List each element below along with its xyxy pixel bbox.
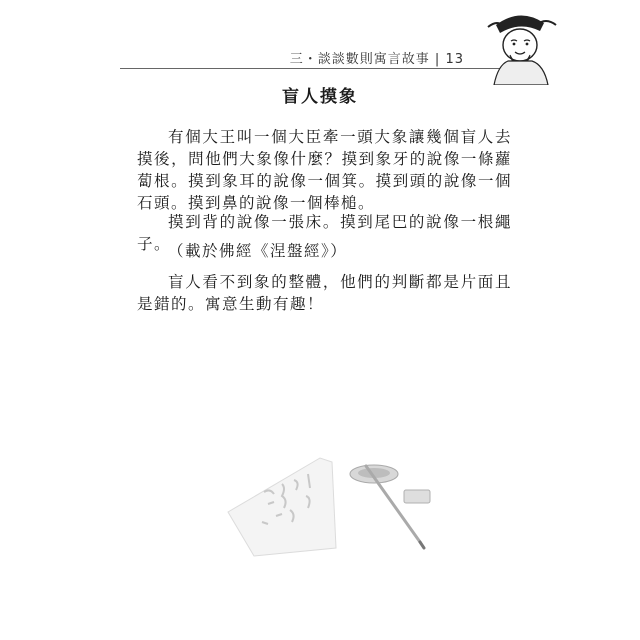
paragraph-3-source: （載於佛經《涅盤經》） [168,242,348,260]
scholar-portrait-icon [474,5,566,85]
page-number: 13 [445,52,464,67]
paragraph-2: 摸到背的說像一張床。摸到尾巴的說像一根繩子。 [137,213,512,253]
running-title: 三・談談數則寓言故事 | 13 [289,52,464,67]
paragraph-1: 有個大王叫一個大臣牽一頭大象讓幾個盲人去摸後，問他們大象像什麼？摸到象牙的說像一條蘿蔔根。摸到象耳的說像一個箕。摸到頭的說像一個石頭。摸到鼻的說像一個棒槌。 [137,128,512,212]
article-title: 盲人摸象 [282,87,358,107]
paragraph-4: 盲人看不到象的整體，他們的判斷都是片面且是錯的。寓意生動有趣！ [137,273,512,313]
calligraphy-brush-inkstone-icon [224,452,446,562]
header-rule [120,68,510,69]
